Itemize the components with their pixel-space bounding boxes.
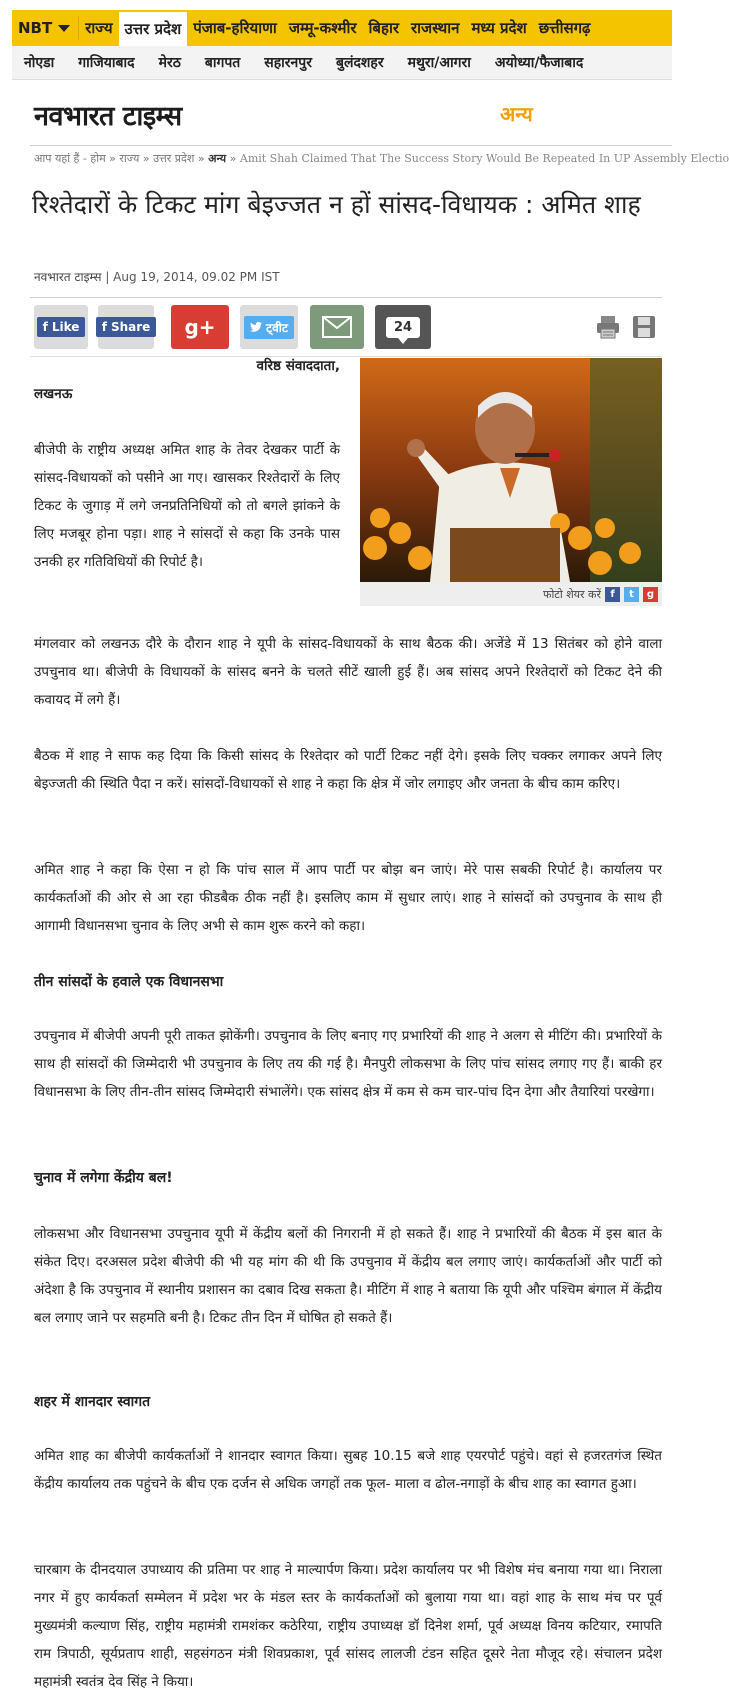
breadcrumb-sep: » (142, 152, 150, 165)
article-photo[interactable] (360, 358, 662, 582)
article-paragraph: उपचुनाव में बीजेपी अपनी पूरी ताकत झोकेंगी। उपचुनाव के लिए बनाए गए प्रभारियों की शाह ने अलग से मीटिंग की। प्रभारियों के साथ ही सांसदों की जिम्मेदारी भी उपचुनाव के लिए तय की गई है। मैनपुरी लोकसभा के लिए पांच सांसद लगाए गए हैं। बाकी हर विधानसभा के लिए तीन-तीन सांसद जिम्मेदारी संभालेंगे। एक सांसद क्षेत्र में कम से कम चार-पांच दिन देगा और तैयारियां परखेगा। (34, 1028, 662, 1100)
top-nav (12, 10, 672, 46)
nbt-menu-button[interactable] (12, 10, 78, 46)
subnav-item-saharanpur[interactable]: सहारनपुर (264, 55, 312, 71)
subnav-item-bulandshahr[interactable]: बुलंदशहर (335, 55, 384, 71)
nav-item-rajya[interactable]: राज्य (85, 19, 113, 37)
subnav-item-ayodhya-faizabad[interactable]: अयोध्या/फैजाबाद (494, 55, 584, 71)
breadcrumb-home[interactable]: होम (90, 152, 106, 165)
tweet-label: ट्वीट (266, 320, 288, 335)
email-button[interactable] (310, 305, 364, 349)
print-icon[interactable] (594, 313, 622, 341)
reporter-title: वरिष्ठ संवाददाता, (256, 358, 340, 374)
article-headline: रिश्तेदारों के टिकट मांग बेइज्जत न हों सांसद-विधायक : अमित शाह (32, 190, 641, 219)
article-subheading: तीन सांसदों के हवाले एक विधानसभा (34, 974, 224, 990)
photo-share-label: फोटो शेयर करें (542, 587, 601, 601)
facebook-icon: f (101, 320, 107, 334)
section-title[interactable]: अन्य (500, 102, 533, 126)
divider (30, 145, 672, 146)
article-paragraph: अमित शाह का बीजेपी कार्यकर्ताओं ने शानदार स्वागत किया। सुबह 10.15 बजे शाह एयरपोर्ट पहुंचे। वहां से हजरतगंज स्थित केंद्रीय कार्यालय तक पहुंचने के बीच एक दर्जन से अधिक जगहों तक फूल- माला व ढोल-नगाड़ों के बीच शाह का स्वागत हुआ। (34, 1448, 662, 1492)
speaker-photo-image (360, 358, 662, 582)
article-paragraph: अमित शाह ने कहा कि ऐसा न हो कि पांच साल में आप पार्टी पर बोझ बन जाएं। मेरे पास सबकी रिपोर्ट है। कार्यालय पर कार्यकर्ताओं की ओर से आ रहा फीडबैक ठीक नहीं है। इसलिए काम में सुधार लाएं। शाह ने सांसदों को उपचुनाव के साथ ही आगामी विधानसभा चुनाव के लिए अभी से काम शुरू करने को कहा। (34, 862, 662, 934)
site-logo[interactable]: नवभारत टाइम्स (34, 101, 182, 132)
google-plus-icon: g+ (184, 315, 216, 339)
nav-item-madhya-pradesh[interactable]: मध्य प्रदेश (471, 19, 527, 37)
subnav-item-noida[interactable]: नोएडा (24, 55, 55, 71)
breadcrumb-sep: » (109, 152, 116, 165)
photo-share-bar (360, 582, 662, 606)
like-label: Like (51, 320, 80, 334)
article-paragraph: चारबाग के दीनदयाल उपाध्याय की प्रतिमा पर शाह ने माल्यार्पण किया। प्रदेश कार्यालय पर भी विशेष मंच बनाया गया था। निराला नगर में हुए कार्यकर्ता सम्मेलन में प्रदेश भर के मंडल स्तर के कार्यकर्ताओं को बुलाया गया था। वहां शाह के साथ मंच पर पूर्व मुख्यमंत्री कल्याण सिंह, राष्ट्रीय महामंत्री रामशंकर कठेरिया, राष्ट्रीय उपाध्यक्ष डॉ दिनेश शर्मा, पूर्व अध्यक्ष विनय कटियार, रमापति राम त्रिपाठी, सूर्यप्रताप शाही, सहसंगठन मंत्री शिवप्रकाश, पूर्व सांसद लालजी टंडन सहित दूसरे नेता मौजूद रहे। संचालन प्रदेश महामंत्री स्वतंत्र देव सिंह ने किया। (34, 1562, 662, 1690)
nav-item-bihar[interactable]: बिहार (368, 19, 399, 37)
article-paragraph: मंगलवार को लखनऊ दौरे के दौरान शाह ने यूपी के सांसद-विधायकों के साथ बैठक की। अजेंडे में 13 सितंबर को होने वाला उपचुनाव था। बीजेपी के विधायकों के सांसद बनने के चलते सीटें खाली हुई हैं। अब सांसद अपने रिश्तेदारों को टिकट देने की कवायद में लगे हैं। (34, 636, 662, 708)
city-subnav (12, 46, 672, 80)
breadcrumb-prefix: आप यहां हैं - (34, 152, 87, 165)
share-bar (34, 305, 662, 351)
facebook-like-button[interactable] (34, 305, 88, 349)
comment-count: 24 (386, 317, 420, 338)
breadcrumb-title: Amit Shah Claimed That The Success Story Would Be Repeated In UP Assembly Electio (239, 152, 729, 165)
byline-date: | Aug 19, 2014, 09.02 PM IST (105, 270, 280, 284)
nav-item-uttar-pradesh[interactable]: उत्तर प्रदेश (119, 10, 188, 46)
article-paragraph: लोकसभा और विधानसभा उपचुनाव यूपी में केंद्रीय बलों की निगरानी में हो सकते हैं। शाह ने प्रभारियों की बैठक में इस बात के संकेत दिए। दरअसल प्रदेश बीजेपी की भी यह मांग की थी कि उपचुनाव में केंद्रीय बल लगाए जाएं। कार्यकर्ताओं और पार्टी को अंदेशा है कि उपचुनाव में स्थानीय प्रशासन का दबाव दिख सकता है। मीटिंग में शाह ने बताया कि यूपी और पश्चिम बंगाल में केंद्रीय बल लगाए जाने पर सहमति बनी है। टिकट तीन दिन में घोषित हो सकते हैं। (34, 1226, 662, 1326)
nav-item-chhattisgarh[interactable]: छत्तीसगढ़ (538, 19, 591, 37)
twitter-icon (250, 322, 262, 332)
chevron-down-icon (58, 25, 70, 32)
divider (30, 297, 662, 298)
reporter-credit (34, 352, 340, 408)
article-subheading: शहर में शानदार स्वागत (34, 1394, 151, 1410)
nav-item-jammu-kashmir[interactable]: जम्मू-कश्मीर (288, 19, 357, 37)
nav-item-rajasthan[interactable]: राजस्थान (410, 19, 460, 37)
article-paragraph: बीजेपी के राष्ट्रीय अध्यक्ष अमित शाह के तेवर देखकर पार्टी के सांसद-विधायकों को पसीने आ गए। खासकर रिश्तेदारों के लिए टिकट के जुगाड़ में लगे जनप्रतिनिधियों को तो बगले झांकने के लिए मजबूर होना पड़ा। शाह ने सांसदों से कहा कि उनके पास उनकी हर गतिविधियों की रिपोर्ट है। (34, 442, 340, 570)
facebook-share-button[interactable] (98, 305, 154, 349)
breadcrumb-current: अन्य (208, 152, 227, 165)
breadcrumb-state[interactable]: राज्य (119, 152, 140, 165)
breadcrumb-sep: » (197, 152, 205, 165)
subnav-item-meerut[interactable]: मेरठ (158, 55, 181, 71)
subnav-item-ghaziabad[interactable]: गाजियाबाद (78, 55, 135, 71)
tweet-button[interactable] (240, 305, 298, 349)
nav-item-punjab-haryana[interactable]: पंजाब-हरियाणा (193, 19, 277, 37)
save-icon[interactable] (630, 313, 658, 341)
google-plus-button[interactable] (171, 305, 229, 349)
twitter-icon[interactable]: t (624, 587, 639, 602)
breadcrumb-up[interactable]: उत्तर प्रदेश (153, 152, 195, 165)
article-paragraph: बैठक में शाह ने साफ कह दिया कि किसी सांसद के रिश्तेदार को पार्टी टिकट नहीं देगे। इसके लिए चक्कर लगाकर अपने लिए बेइज्जती की स्थिति पैदा न करें। सांसदों-विधायकों से शाह ने कहा कि क्षेत्र में जोर लगाइए और जनता के बीच काम करिए। (34, 748, 662, 792)
facebook-icon: f (42, 320, 48, 334)
mail-icon (322, 316, 352, 338)
breadcrumb (34, 151, 729, 167)
article-subheading: चुनाव में लगेगा केंद्रीय बल! (34, 1170, 173, 1186)
reporter-location: लखनऊ (34, 386, 73, 402)
nbt-label: NBT (18, 19, 53, 37)
subnav-item-baghpat[interactable]: बागपत (204, 55, 241, 71)
subnav-item-mathura-agra[interactable]: मथुरा/आगरा (407, 55, 471, 71)
share-label: Share (110, 320, 151, 334)
facebook-icon[interactable]: f (605, 587, 620, 602)
byline-source[interactable]: नवभारत टाइम्स (34, 270, 102, 284)
google-plus-icon[interactable]: g (643, 587, 658, 602)
comments-button[interactable] (375, 305, 431, 349)
byline (34, 268, 280, 285)
breadcrumb-sep: » (229, 152, 237, 165)
